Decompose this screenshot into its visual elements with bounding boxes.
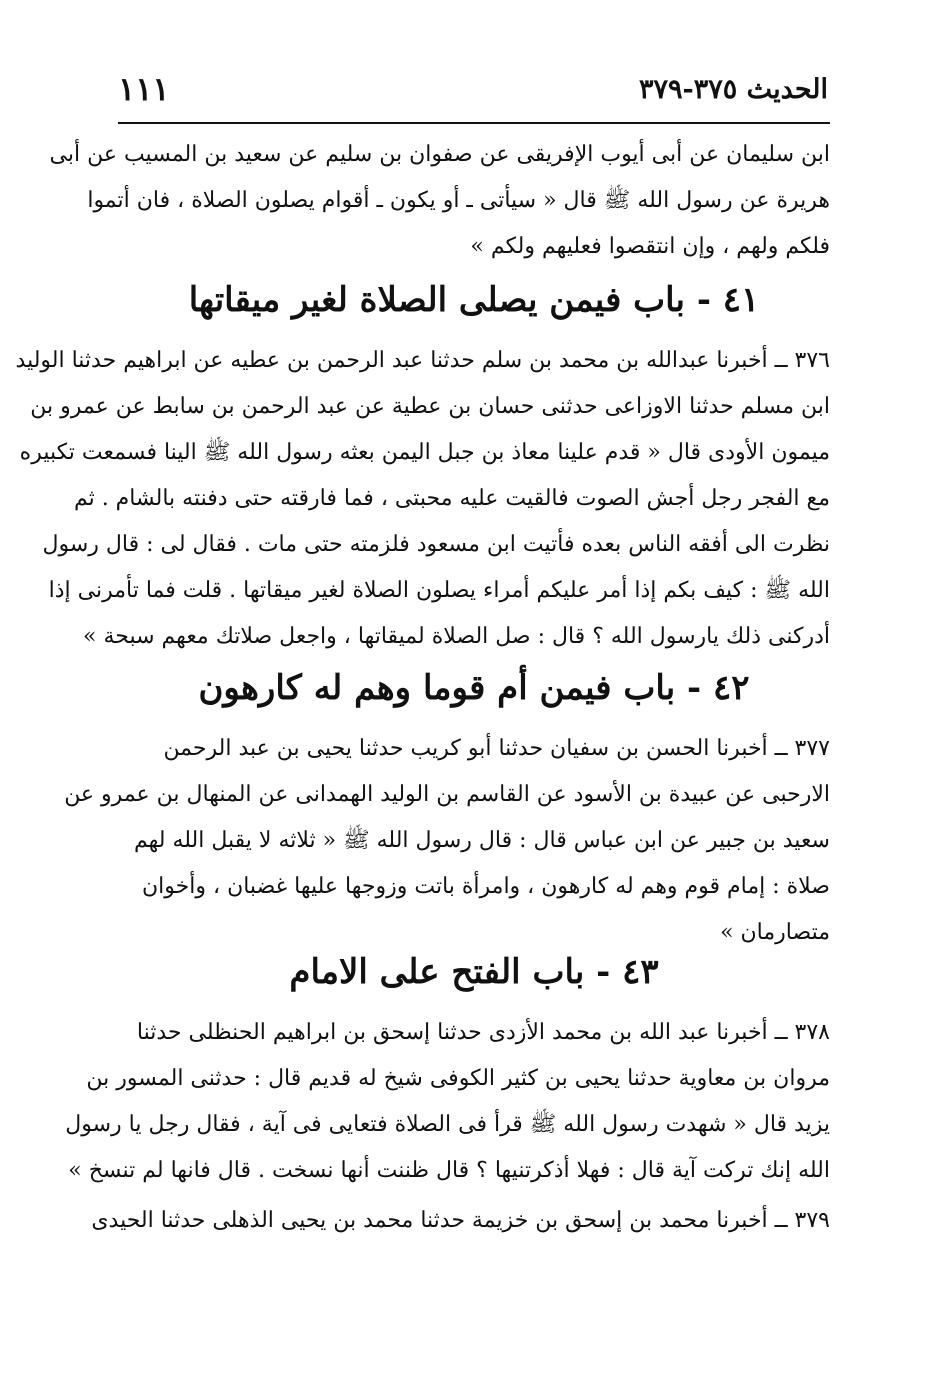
hadith-377	[64, 726, 830, 956]
hadith-379	[91, 1198, 830, 1244]
hadith-376	[15, 338, 830, 660]
text-line: متصارمان »	[720, 920, 830, 945]
chapter-heading-43: ٤٣ - باب الفتح على الامام	[289, 952, 659, 992]
text-line: سعيد بن جبير عن ابن عباس قال : قال رسول الله ﷺ « ثلاثه لا يقبل الله لهم	[134, 828, 830, 853]
text-line: الارحبى عن عبيدة بن الأسود عن القاسم بن الوليد الهمدانى عن المنهال بن عمرو عن	[64, 782, 830, 807]
text-line: نظرت الى أفقه الناس بعده فأتيت ابن مسعود فلزمته حتى مات . فقال لى : قال رسول	[42, 532, 830, 557]
page-number: ١١١	[118, 70, 170, 108]
text-line: مع الفجر رجل أجش الصوت فالقيت عليه محبتى ، فما فارقته حتى دفنته بالشام . ثم	[73, 486, 830, 511]
text-line: ميمون الأودى قال « قدم علينا معاذ بن جبل اليمن بعثه رسول الله ﷺ الينا فسمعت تكبيره	[19, 440, 830, 465]
text-line: فلكم ولهم ، وإن انتقصوا فعليهم ولكم »	[470, 234, 830, 259]
text-line: الله إنك تركت آية قال : فهلا أذكرتنيها ؟ قال ظننت أنها نسخت . قال فانها لم تنسخ »	[68, 1158, 830, 1183]
running-title: الحديث ٣٧٥-٣٧٩	[638, 74, 828, 105]
text-line: ٣٧٩ ــ أخبرنا محمد بن إسحق بن خزيمة حدثنا محمد بن يحيى الذهلى حدثنا الحيدى	[91, 1208, 830, 1233]
hadith-378	[65, 1010, 830, 1194]
text-line: صلاة : إمام قوم وهم له كارهون ، وامرأة باتت وزوجها عليها غضبان ، وأخوان	[142, 874, 830, 899]
text-line: ابن مسلم حدثنا الاوزاعى حدثنى حسان بن عطية عن عبد الرحمن بن سابط عن عمرو بن	[30, 394, 830, 419]
chapter-heading-41: ٤١ - باب فيمن يصلى الصلاة لغير ميقاتها	[188, 280, 760, 320]
text-line: أدركنى ذلك يارسول الله ؟ قال : صل الصلاة لميقاتها ، واجعل صلاتك معهم سبحة »	[83, 624, 830, 649]
text-line: ٣٧٦ ــ أخبرنا عبدالله بن محمد بن سلم حدثنا عبد الرحمن بن عطيه عن ابراهيم حدثنا الوليد	[15, 348, 830, 373]
continuation-paragraph	[49, 132, 830, 270]
header-rule	[118, 122, 830, 124]
text-line: ٣٧٧ ــ أخبرنا الحسن بن سفيان حدثنا أبو كريب حدثنا يحيى بن عبد الرحمن	[163, 736, 830, 761]
text-line: هريرة عن رسول الله ﷺ قال « سيأتى ـ أو يكون ـ أقوام يصلون الصلاة ، فان أتموا	[87, 188, 830, 213]
text-line: يزيد قال « شهدت رسول الله ﷺ قرأ فى الصلاة فتعايى فى آية ، فقال رجل يا رسول	[65, 1112, 830, 1137]
text-line: الله ﷺ : كيف بكم إذا أمر عليكم أمراء يصلون الصلاة لغير ميقاتها . قلت فما تأمرنى إذا	[48, 578, 830, 603]
running-header	[118, 66, 828, 118]
text-line: مروان بن معاوية حدثنا يحيى بن كثير الكوفى شيخ له قديم قال : حدثنى المسور بن	[86, 1066, 830, 1091]
chapter-heading-42: ٤٢ - باب فيمن أم قوما وهم له كارهون	[198, 668, 750, 708]
text-line: ٣٧٨ ــ أخبرنا عبد الله بن محمد الأزدى حدثنا إسحق بن ابراهيم الحنظلى حدثنا	[136, 1020, 830, 1045]
text-line: ابن سليمان عن أبى أيوب الإفريقى عن صفوان بن سليم عن سعيد بن المسيب عن أبى	[49, 142, 830, 167]
